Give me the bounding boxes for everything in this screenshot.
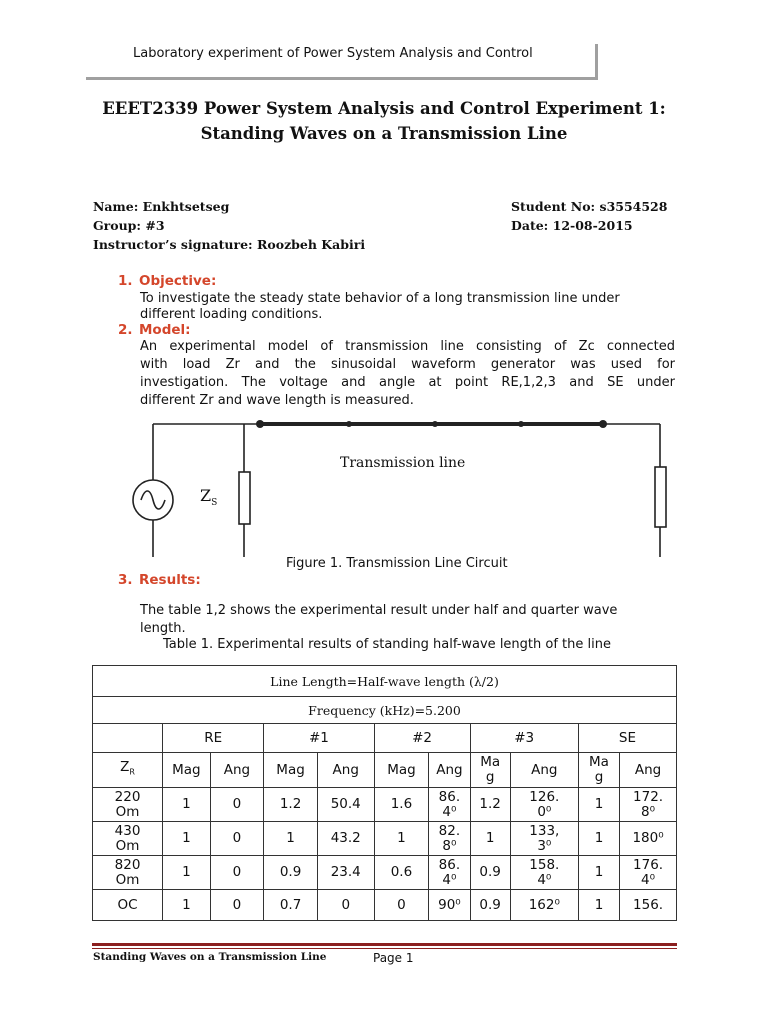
table-subheader-cell: Mag bbox=[264, 753, 318, 788]
objective-heading: Objective: bbox=[139, 273, 217, 289]
figure-label: Transmission line bbox=[340, 455, 466, 471]
results-table bbox=[92, 665, 677, 921]
table-cell: 90⁰ bbox=[429, 890, 470, 921]
results-number: 3. bbox=[118, 572, 133, 588]
instructor-signature: Instructor’s signature: Roozbeh Kabiri bbox=[93, 237, 366, 252]
student-number: Student No: s3554528 bbox=[511, 199, 668, 214]
table-cell: 23.4 bbox=[317, 856, 374, 890]
model-text-2: with load Zr and the sinusoidal waveform generator was used for bbox=[140, 357, 675, 372]
table-cell: 1 bbox=[163, 822, 210, 856]
title-line-2: Standing Waves on a Transmission Line bbox=[200, 124, 568, 143]
table-row bbox=[93, 822, 677, 856]
source-impedance-label: $Z_S$ bbox=[200, 486, 218, 509]
results-text-2: length. bbox=[140, 621, 186, 636]
table-subheader-cell: Ang bbox=[210, 753, 264, 788]
table-blank-cell bbox=[93, 724, 163, 753]
table-cell: 0.7 bbox=[264, 890, 318, 921]
table-cell: 1 bbox=[163, 856, 210, 890]
table-cell: 1 bbox=[578, 890, 619, 921]
source-impedance-resistor bbox=[239, 472, 250, 524]
table-subheader-cell: Mag bbox=[374, 753, 429, 788]
student-name: Name: Enkhtsetseg bbox=[93, 199, 230, 214]
table-cell: 180⁰ bbox=[620, 822, 677, 856]
table-group-header: #2 bbox=[374, 724, 470, 753]
figure-caption: Figure 1. Transmission Line Circuit bbox=[286, 556, 508, 571]
table-cell: 126. 0⁰ bbox=[510, 788, 578, 822]
table-cell: 0 bbox=[317, 890, 374, 921]
model-text-1: An experimental model of transmission line consisting of Zc connected bbox=[140, 339, 675, 354]
table-cell: 1 bbox=[470, 822, 510, 856]
table-cell: 0.9 bbox=[470, 856, 510, 890]
node-re bbox=[256, 420, 264, 428]
table-cell: 1.2 bbox=[470, 788, 510, 822]
header-vertical-bar bbox=[595, 44, 598, 78]
table-cell: 86. 4⁰ bbox=[429, 788, 470, 822]
table-title-row bbox=[93, 666, 677, 697]
table-frequency-row bbox=[93, 697, 677, 724]
table-group-header: #3 bbox=[470, 724, 578, 753]
group: Group: #3 bbox=[93, 218, 165, 233]
node-se bbox=[599, 420, 607, 428]
table-subheader-cell: Ang bbox=[620, 753, 677, 788]
table-subheader-cell: Ma g bbox=[578, 753, 619, 788]
table-cell: 1.2 bbox=[264, 788, 318, 822]
table-title-cell: Line Length=Half-wave length (λ/2) bbox=[93, 666, 677, 697]
model-text-3: investigation. The voltage and angle at point RE,1,2,3 and SE under bbox=[140, 375, 675, 390]
table-cell: 172. 8⁰ bbox=[620, 788, 677, 822]
table-cell: 0 bbox=[374, 890, 429, 921]
table-cell: 0 bbox=[210, 890, 264, 921]
model-heading: Model: bbox=[139, 322, 191, 338]
objective-text-1: To investigate the steady state behavior of a long transmission line under bbox=[140, 291, 620, 306]
table-subheader-cell: Ma g bbox=[470, 753, 510, 788]
title-line-1: EEET2339 Power System Analysis and Control Experiment 1: bbox=[102, 99, 666, 118]
table-cell: 1 bbox=[264, 822, 318, 856]
footer-title: Standing Waves on a Transmission Line bbox=[93, 951, 327, 963]
table-cell: 0 bbox=[210, 856, 264, 890]
table-subheader-row bbox=[93, 753, 677, 788]
table-cell: 156. bbox=[620, 890, 677, 921]
load-impedance-resistor bbox=[655, 467, 666, 527]
table-group-header: #1 bbox=[264, 724, 374, 753]
table-row-label: OC bbox=[93, 890, 163, 921]
table-cell: 86. 4⁰ bbox=[429, 856, 470, 890]
table-cell: 1 bbox=[163, 890, 210, 921]
table-cell: 1 bbox=[163, 788, 210, 822]
table-cell: 0 bbox=[210, 788, 264, 822]
table-row-label: 220 Om bbox=[93, 788, 163, 822]
table-cell: 50.4 bbox=[317, 788, 374, 822]
table-row-label: 430 Om bbox=[93, 822, 163, 856]
table-cell: 1.6 bbox=[374, 788, 429, 822]
results-text-1: The table 1,2 shows the experimental result under half and quarter wave bbox=[140, 603, 618, 618]
table-group-header-row bbox=[93, 724, 677, 753]
table-caption: Table 1. Experimental results of standing half-wave length of the line bbox=[163, 637, 611, 652]
table-cell: 1 bbox=[578, 788, 619, 822]
table-cell: 0.9 bbox=[470, 890, 510, 921]
footer-rule-thin bbox=[92, 948, 677, 949]
node-3 bbox=[518, 421, 524, 427]
running-header: Laboratory experiment of Power System Analysis and Control bbox=[133, 46, 533, 61]
table-cell: 162⁰ bbox=[510, 890, 578, 921]
table-zr-header: $Z_R$ bbox=[93, 753, 163, 788]
results-heading: Results: bbox=[139, 572, 201, 588]
table-subheader-cell: Mag bbox=[163, 753, 210, 788]
objective-text-2: different loading conditions. bbox=[140, 307, 323, 322]
date: Date: 12-08-2015 bbox=[511, 218, 633, 233]
model-number: 2. bbox=[118, 322, 133, 338]
table-row-label: 820 Om bbox=[93, 856, 163, 890]
table-cell: 82. 8⁰ bbox=[429, 822, 470, 856]
table-subheader-cell: Ang bbox=[429, 753, 470, 788]
table-subheader-cell: Ang bbox=[510, 753, 578, 788]
table-row bbox=[93, 890, 677, 921]
table-cell: 0 bbox=[210, 822, 264, 856]
table-cell: 0.6 bbox=[374, 856, 429, 890]
table-row bbox=[93, 856, 677, 890]
table-cell: 43.2 bbox=[317, 822, 374, 856]
table-row bbox=[93, 788, 677, 822]
header-rule bbox=[86, 77, 598, 80]
table-subheader-cell: Ang bbox=[317, 753, 374, 788]
node-2 bbox=[432, 421, 438, 427]
node-1 bbox=[346, 421, 352, 427]
table-cell: 0.9 bbox=[264, 856, 318, 890]
objective-number: 1. bbox=[118, 273, 133, 289]
table-frequency-cell: Frequency (kHz)=5.200 bbox=[93, 697, 677, 724]
table-cell: 1 bbox=[578, 856, 619, 890]
footer-page: Page 1 bbox=[373, 951, 414, 965]
table-group-header: RE bbox=[163, 724, 264, 753]
table-cell: 1 bbox=[578, 822, 619, 856]
model-text-4: different Zr and wave length is measured. bbox=[140, 393, 414, 408]
footer-rule-thick bbox=[92, 943, 677, 946]
table-group-header: SE bbox=[578, 724, 676, 753]
table-cell: 133, 3⁰ bbox=[510, 822, 578, 856]
table-cell: 1 bbox=[374, 822, 429, 856]
table-cell: 176. 4⁰ bbox=[620, 856, 677, 890]
table-cell: 158. 4⁰ bbox=[510, 856, 578, 890]
